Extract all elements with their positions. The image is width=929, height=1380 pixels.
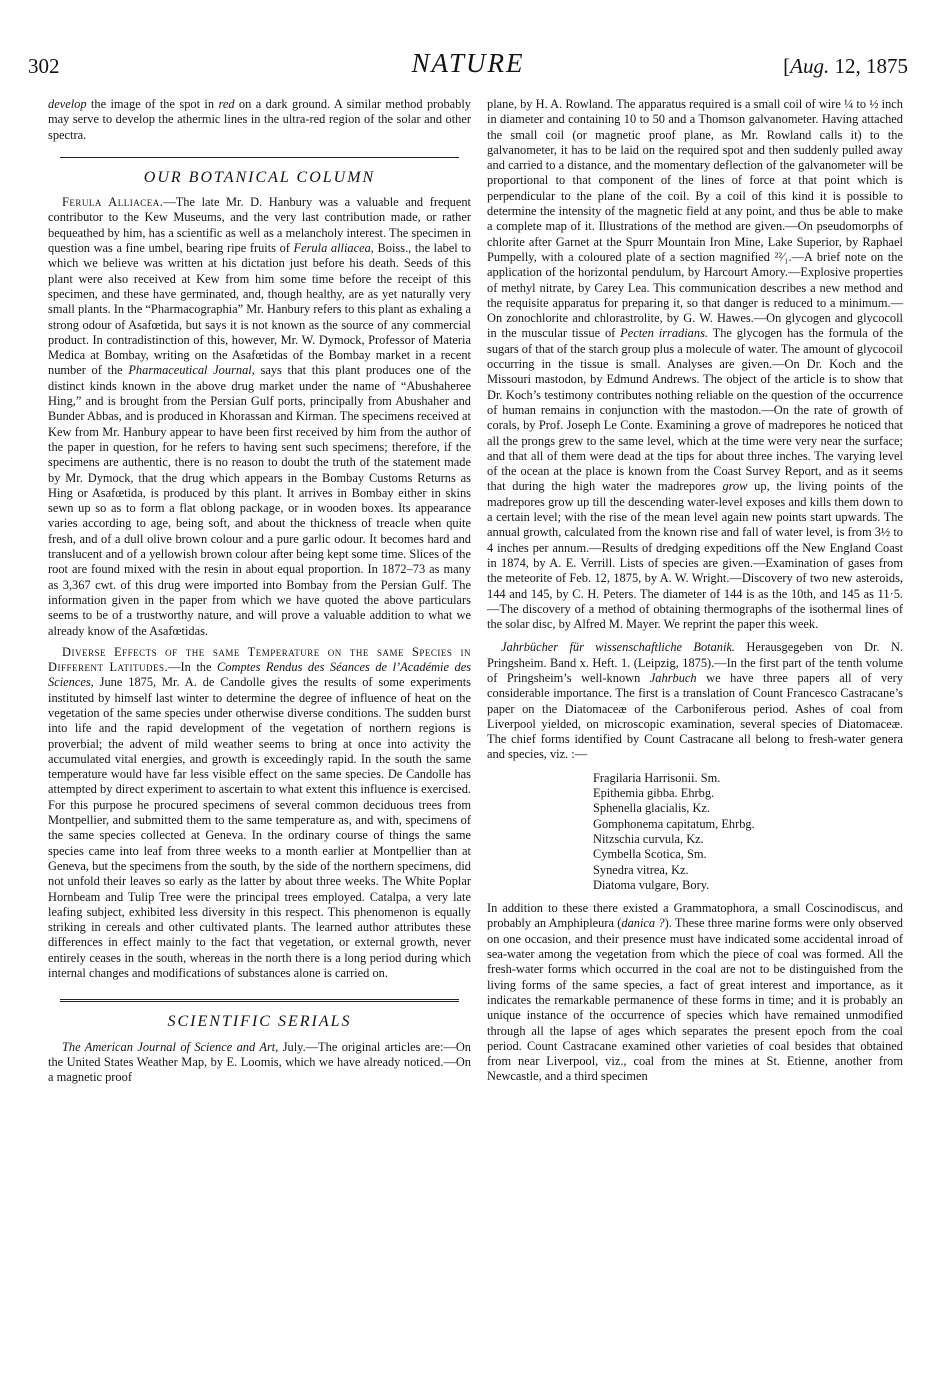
ferula-italic-1: Ferula alliacea, <box>293 241 374 256</box>
diverse-text-1: —In the <box>168 660 218 675</box>
botanical-column-title: OUR BOTANICAL COLUMN <box>143 168 376 186</box>
jahrbucher-italic-2: Jahrbuch <box>649 670 697 685</box>
serials-continued-paragraph <box>487 97 903 632</box>
diatom-paragraph <box>487 901 903 1085</box>
species-item: Sphenella glacialis, Kz. <box>593 801 710 816</box>
right-column <box>487 97 903 1085</box>
serials-italic-1: The American Journal of Science and Art, <box>62 1039 279 1054</box>
scientific-serials-title: SCIENTIFIC SERIALS <box>167 1013 352 1031</box>
diverse-text-2: June 1875, Mr. A. de Candolle gives the results of some experiments instituted by himself last winter to determine the degree of influence of heat on the vegetation of the same species under otherwise diverse conditions. The sudden burst into life and the rapid development of the vegetation of northern regions is proverbial; the advent of mild weather seems to bring at once into activity the accumulated vital energies, and growth is exceedingly rapid. In the south the same temperature would have far less visible effect on the same species. De Candolle has attempted by direct experiment to ascertain to what extent this influence is exercised. For this purpose he procured specimens of several common deciduous trees from Montpellier, and submitted them to the same temperature as, and with, specimens of the same species collected at Geneva. In the ordinary course of things the same species came into leaf from three weeks to a month earlier at Montpellier than at Geneva, but the specimens from the south, by the side of the northern specimens, did not unfold their leaves so early as the latter by about three weeks. The White Poplar Hornbeam and Tulip Tree were the principal trees employed. Catalpa, a very late leafing subject, exhibited less diversity in this respect. This phenomenon is equally striking in cereals and other cultivated plants. The learned author attributes these differences in effect mainly to the fact that vegetation, or external growth, never entirely ceases in the south, whereas in the north there is a long period during which internal changes and modifications of substances alone is carried on. <box>48 675 471 981</box>
ferula-heading: Ferula Alliacea. <box>62 195 164 210</box>
diatom-italic: danica ? <box>621 916 665 931</box>
serials-text-1: July.—The original articles are:—On the United States Weather Map, by E. Loomis, which we have already noticed.—On a magnetic proof <box>48 1039 471 1085</box>
left-column <box>48 97 471 1086</box>
serials-cont-text-3: up, the living points of the madrepores grow up till the descending water-level exposes and kills them down to a certain level; with the rise of the mean level again new points start upwards. The annual growth, calculated from the known rise and fall of water level, is from 3½ to 4 inches per annum.—Results of dredging expeditions off the New England Coast in 1874, by A. E. Verrill. Lists of species are given.—Examination of gases from the meteorite of Feb. 12, 1875, by A. W. Wright.—Discovery of two new asteroids, 144 and 145, by C. H. Peters. The diameter of 144 is as the 10th, and 145 as 11·5.—The discovery of a method of obtaining thermographs of the isothermal lines of the solar disc, by Alfred M. Mayer. We reprint the paper this week. <box>487 479 903 632</box>
page-header <box>28 48 908 88</box>
species-item: Gomphonema capitatum, Ehrbg. <box>593 816 755 831</box>
intro-text-a: develop <box>48 97 87 111</box>
date-bracket: [ <box>783 54 791 78</box>
jahrbucher-text-2: we have three papers all of very considerable importance. The first is a translation of Count Francesco Castracane’s paper on the Diatomaceæ of the Carboniferous period. Ashes of coal from Liverpool yielded, on microscopic examination, several species of Diatomaceæ. The chief forms identified by Count Castracane all belong to fresh-water genera and species, viz. :— <box>487 670 903 762</box>
species-item: Diatoma vulgare, Bory. <box>593 877 710 892</box>
species-item: Epithemia gibba. Ehrbg. <box>593 786 715 801</box>
diverse-effects-paragraph <box>48 645 471 982</box>
serials-cont-text-1: plane, by H. A. Rowland. The apparatus required is a small coil of wire ¼ to ½ inch in diameter and containing 10 to 50 and a Thomson galvanometer. Having attached the small coil (or magnetic proof plane, as Mr. Rowland calls it) to the galvanometer, it has to be laid on the required spot and then suddenly pulled away and carried to a distance, and the momentary deflection of the galvanometer will be proportional to that component of the lines of force at that point which is perpendicular to the plane of the coil. By a coil of this kind it is possible to determine the intensity of the magnetic field at any point, and thus be able to make a complete map of it. Illustrations of the method are given.—On pseudomorphs of chlorite after Garnet at the Spurr Mountain Iron Mine, Lake Superior, by Raphael Pumpelly, with a coloured plate of a section magnified ²²⁄₁.—A brief note on the application of the horizontal pendulum, by Harcourt Amory.—Explosive properties of methyl nitrate, by Carey Lea. This communication describes a new method and the requisite apparatus for preparing it, so that danger is reduced to a minimum.—On zonochlorite and chlorastrolite, by G. W. Hawes.—On glycogen and glycocoll in the muscular tissue of <box>487 97 903 341</box>
ferula-text-3: says that this plant produces one of the distinct kinds known in the above drug market under the name of “Abushaheree Hing,” and is brought from the Persian Gulf ports, principally from Abushaher and Bunder Abbas, and is produced in Khorassan and Kirman. The specimens received at Kew from Mr. Hanbury appear to have been first received by him from the author of the paper in question, for he refers to having sent such specimens; therefore, if the specimens are authentic, there is no reason to doubt the truth of the statement made by Mr. Dymock, that the drug which appears in the Bombay Customs Returns as Hing or Asafœtida, is produced by this plant. It arrives in Bombay either in skins sewn up so as to form a flat oblong package, or in wooden boxes. Its appearance varies according to age, being soft, and about the thickness of treacle when quite fresh, and of a dull olive brown colour and a pure garlic odour. It becomes hard and translucent and of a yellowish brown colour after being kept some time. Slices of the root are found mixed with the resin in about equal proportion. In 1872–73 as many as 3,367 cwt. of this drug were imported into Bombay from the Persian Gulf. The information given in the paper from which we have quoted the above particulars seems to be of a trustworthy nature, and will prove a valuable addition to what we already know of the Asafœtidas. <box>48 363 471 638</box>
section-divider <box>60 157 459 158</box>
issue-date <box>783 54 908 79</box>
jahrbucher-text-1: Herausgegeben von Dr. N. Pringsheim. Band x. Heft. 1. (Leipzig, 1875).—In the first part of the tenth volume of Pringsheim’s well-known <box>487 640 903 685</box>
serials-cont-italic-2: grow <box>722 479 748 494</box>
species-item: Cymbella Scotica, Sm. <box>593 847 707 862</box>
section-divider <box>60 999 459 1002</box>
species-list <box>593 771 903 893</box>
species-item: Fragilaria Harrisonii. Sm. <box>593 770 721 785</box>
jahrbucher-paragraph <box>487 640 903 762</box>
intro-text-d: on a dark ground. A similar method probably may serve to develop the athermic lines in the ultra-red region of the solar and other spectra. <box>48 97 471 142</box>
ferula-italic-2: Pharmaceutical Journal, <box>128 363 255 378</box>
diatom-text-2: ). These three marine forms were only observed on one occasion, and their presence must have indicated some accidental inroad of sea-water among the vegetation from which the piece of coal was formed. All the fresh-water forms which occurred in the coal are not to be distinguished from the living forms of the same species, a fact of great interest and importance, as it indicates the remarkable permanence of these forms in time; and it is probably an unique instance of the occurrence of species which have remained unmodified through all the lapse of ages which separates the present epoch from the coal period. Count Castracane examined other varieties of coal besides that obtained from near Liverpool, viz., coal from the mines at St. Etienne, another from Newcastle, and a third specimen <box>487 916 903 1084</box>
journal-title: NATURE <box>411 48 525 78</box>
jahrbucher-title: Jahrbücher für wissenschaftliche Botanik. <box>501 640 736 655</box>
serials-cont-italic-1: Pecten irradians. <box>620 326 708 341</box>
serials-paragraph <box>48 1040 471 1086</box>
date-rest: 12, 1875 <box>829 54 908 78</box>
species-item: Synedra vitrea, Kz. <box>593 862 689 877</box>
intro-text-b: the image of the spot in <box>86 97 219 111</box>
species-item: Nitzschia curvula, Kz. <box>593 831 704 846</box>
date-month: Aug. <box>790 54 830 78</box>
intro-paragraph <box>48 97 471 143</box>
ferula-paragraph <box>48 195 471 639</box>
page-number: 302 <box>28 54 60 78</box>
intro-text-c: red <box>218 97 235 111</box>
diverse-heading: Diverse Effects of the same Temperature on the same Species in Different Latitudes. <box>48 644 471 675</box>
ferula-text-1: —The late Mr. D. Hanbury was a valuable and frequent contributor to the Kew Museums, and the very last contribution made, or rather bequeathed by him, has a scientific as well as a melancholy interest. The specimen in question was a fine umbel, bearing ripe fruits of <box>48 195 471 256</box>
diverse-italic-1: Comptes Rendus des Séances de l’Académie des Sciences, <box>48 660 472 690</box>
ferula-text-2: Boiss., the label to which we believe was written at his dictation just before his death. Seeds of this plant were also received at Kew from him some time before the receipt of this specimen, and these have germinated, and, though healthy, are as yet naturally very small plants. In the “Pharmacographia” Mr. Hanbury refers to this plant as exhaling a strong odour of Asafœtida, but says it is not known as the source of any commercial product. In contradistinction of this, however, Mr. W. Dymock, Professor of Materia Medica at Bombay, writing on the Asafœtidas of the Bombay market in a recent number of the <box>48 241 471 378</box>
diatom-text-1: In addition to these there existed a Grammatophora, a small Coscinodiscus, and probably an Amphipleura ( <box>487 901 903 931</box>
serials-cont-text-2: The glycogen has the formula of the sugars of that of the starch group plus a molecule of water. The amount of glycocoil occurring in the tissue is small. Analyses are given.—On Dr. Koch and the Missouri mastodon, by Edmund Andrews. The object of the article is to show that Dr. Koch’s testimony contributes nothing reliable on the question of the occurrence of human remains in conjunction with the mastodon.—On the rate of growth of corals, by Prof. Joseph Le Conte. Examining a grove of madrepores he noticed that all the prongs grew to the same level, which at the time were very near the surface; and that all of them were dead at the tips for about three inches. The varying level of the ocean at the place is known from the Coast Survey Report, and as it seems that during the high water the madrepores <box>487 326 903 494</box>
